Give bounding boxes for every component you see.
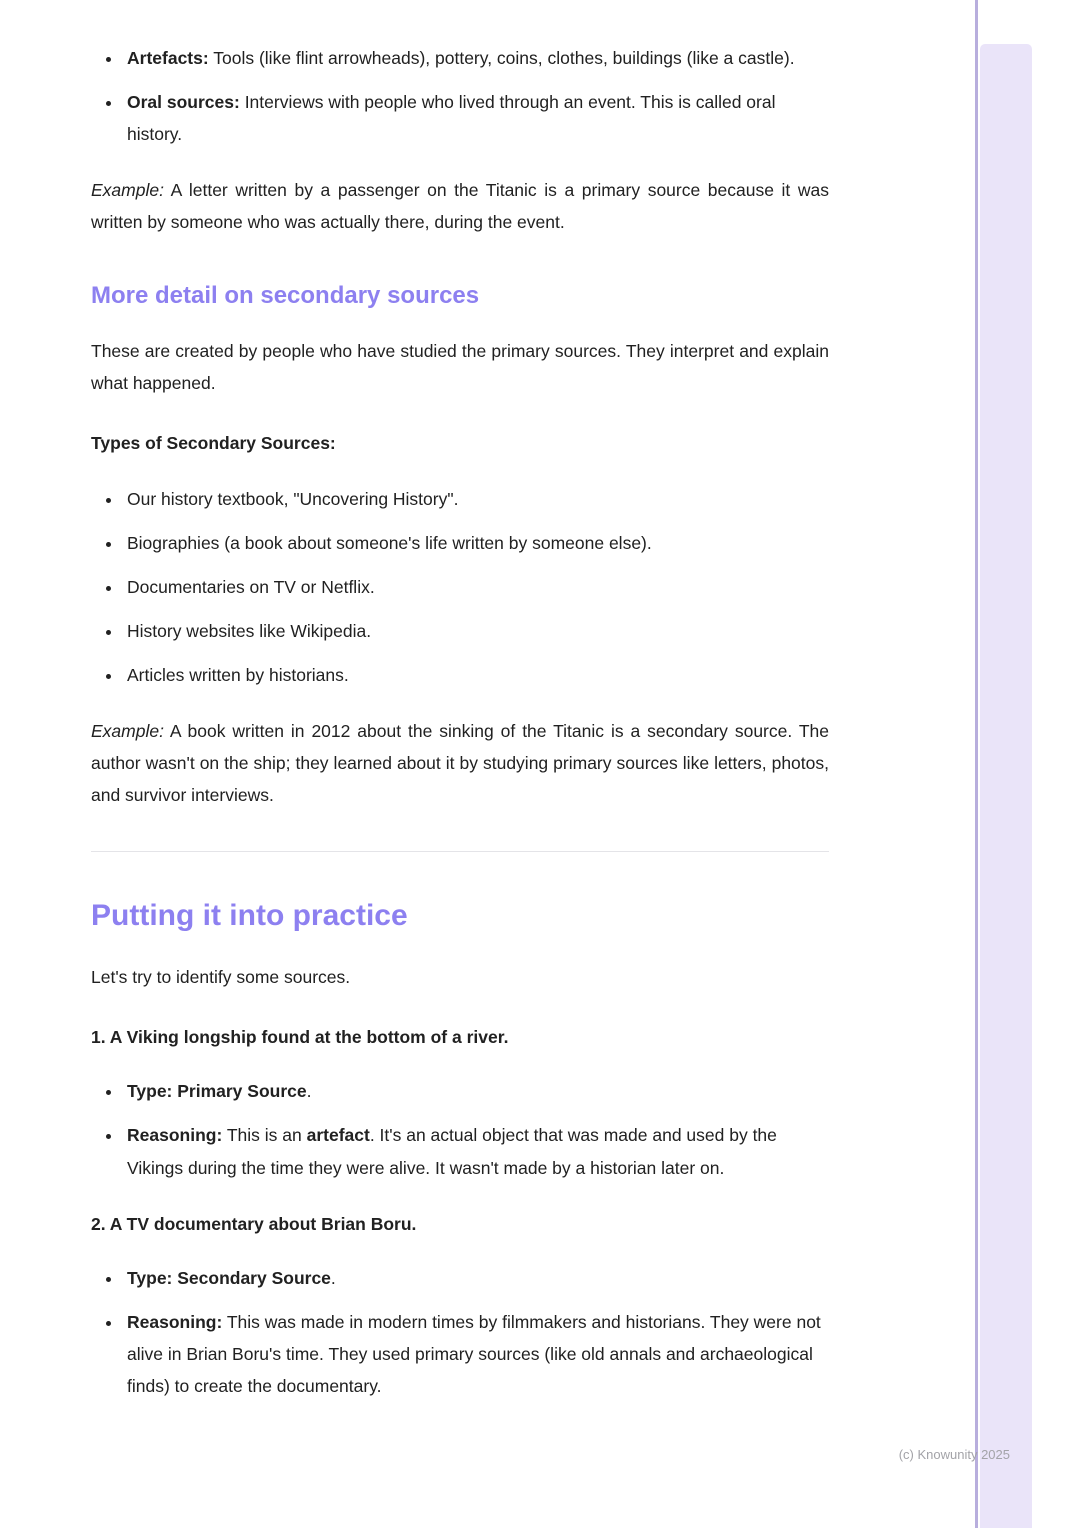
- example-label: Example:: [91, 180, 164, 201]
- reasoning-pre: This is an: [222, 1125, 307, 1146]
- secondary-sources-intro: These are created by people who have studied the primary sources. They interpret and explain what happened.: [91, 341, 829, 394]
- list-item-artefacts: [123, 42, 829, 74]
- reasoning-post: . It's an actual object that was made and used by the Vikings during the time they were alive. It wasn't made by a historian later on.: [127, 1125, 777, 1178]
- list-item-reasoning: [123, 1306, 829, 1402]
- list-item-biographies: • Biographies (a book about someone's life written by someone else).: [123, 527, 829, 559]
- list-item-reasoning: [123, 1119, 829, 1183]
- primary-source-types-list: [91, 42, 829, 150]
- scrollbar-track[interactable]: [980, 44, 1032, 1528]
- list-item-oral-sources: [123, 86, 829, 150]
- page-edge-line: [975, 0, 978, 1528]
- type-rest: .: [330, 1267, 336, 1288]
- type-label: Type: Primary Source: [127, 1081, 307, 1102]
- list-item-articles: • Articles written by historians.: [123, 659, 829, 691]
- bullet-term: Oral sources:: [127, 92, 240, 113]
- practice-intro: Let's try to identify some sources.: [91, 967, 351, 988]
- practice-item2-title: 2. A TV documentary about Brian Boru.: [91, 1213, 417, 1234]
- list-item-textbook: • Our history textbook, "Uncovering History".: [123, 483, 829, 515]
- reasoning-text: This was made in modern times by filmmakers and historians. They were not alive in Brian Boru's time. They used primary sources (like old annals and archaeological finds) to create the documentary.: [127, 1311, 821, 1396]
- document-content: [91, 42, 829, 1426]
- bullet-text: Tools (like flint arrowheads), pottery, coins, clothes, buildings (like a castle).: [208, 48, 795, 68]
- example-text: A letter written by a passenger on the Titanic is a primary source because it was written by someone who was actually there, during the event.: [91, 180, 829, 233]
- list-item-type: [123, 1075, 829, 1107]
- secondary-source-types-list: [91, 483, 829, 691]
- bullet-term: Artefacts:: [127, 48, 209, 68]
- bullet-text: Interviews with people who lived through an event. This is called oral history.: [127, 92, 776, 145]
- type-label: Type: Secondary Source: [127, 1267, 331, 1288]
- example-label: Example:: [91, 721, 164, 742]
- practice-item1-title: 1. A Viking longship found at the bottom of a river.: [91, 1027, 509, 1048]
- footer-credit: (c) Knowunity 2025: [898, 1447, 1010, 1462]
- reasoning-keyword: artefact: [306, 1125, 370, 1146]
- reasoning-label: Reasoning:: [127, 1311, 223, 1332]
- list-item-type: [123, 1262, 829, 1294]
- types-of-secondary-sources-label: Types of Secondary Sources:: [91, 433, 336, 454]
- reasoning-label: Reasoning:: [127, 1125, 223, 1146]
- practice-item1-list: [91, 1075, 829, 1183]
- example-secondary-paragraph: [91, 715, 829, 811]
- example-primary-paragraph: [91, 174, 829, 238]
- practice-heading: Putting it into practice: [91, 899, 408, 933]
- section-divider: [91, 851, 829, 852]
- type-rest: .: [306, 1081, 312, 1102]
- example-text: A book written in 2012 about the sinking of the Titanic is a secondary source. The author wasn't on the ship; they learned about it by studying primary sources like letters, photos, and survivor interviews.: [91, 721, 829, 806]
- secondary-sources-heading: More detail on secondary sources: [91, 282, 480, 310]
- list-item-websites: • History websites like Wikipedia.: [123, 615, 829, 647]
- list-item-documentaries: • Documentaries on TV or Netflix.: [123, 571, 829, 603]
- practice-item2-list: [91, 1262, 829, 1402]
